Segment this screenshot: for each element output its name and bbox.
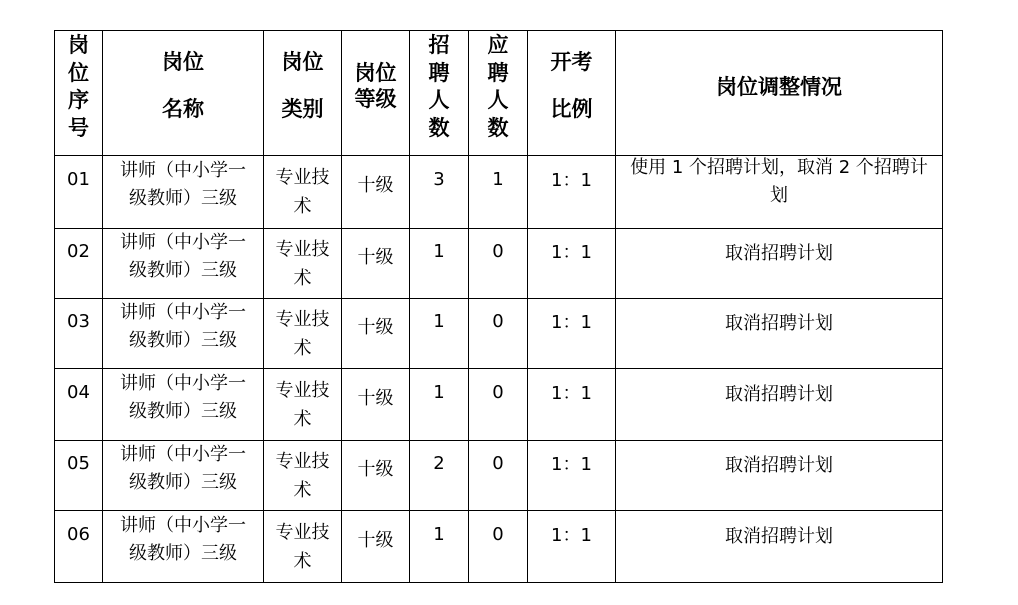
position-number-cell bbox=[55, 299, 103, 369]
position-level: 十级 bbox=[357, 175, 394, 196]
position-level-cell bbox=[342, 299, 410, 369]
header-position-level-label: 岗位等级 bbox=[354, 61, 397, 111]
header-applicant-count-label: 应聘人数 bbox=[487, 33, 509, 140]
recruit-count: 1 bbox=[433, 523, 445, 545]
header-exam-ratio-label: 开考比例 bbox=[550, 50, 593, 121]
position-name-cell bbox=[103, 229, 264, 299]
table-row bbox=[55, 229, 943, 299]
position-number-cell bbox=[55, 441, 103, 511]
applicant-count: 0 bbox=[492, 240, 504, 262]
position-name: 讲师（中小学一级教师）三级 bbox=[120, 160, 246, 209]
header-position-category bbox=[264, 31, 342, 156]
position-name: 讲师（中小学一级教师）三级 bbox=[120, 443, 246, 493]
position-number-cell bbox=[55, 511, 103, 583]
adjustment-cell bbox=[616, 299, 943, 369]
applicant-count: 0 bbox=[492, 523, 504, 545]
position-number-cell bbox=[55, 156, 103, 229]
recruit-count-cell bbox=[410, 369, 469, 441]
position-category-cell bbox=[264, 156, 342, 229]
position-level: 十级 bbox=[357, 316, 394, 338]
position-level: 十级 bbox=[357, 529, 394, 551]
applicant-count-cell bbox=[469, 229, 528, 299]
adjustment-cell bbox=[616, 229, 943, 299]
header-row bbox=[55, 31, 943, 156]
position-name: 讲师（中小学一级教师）三级 bbox=[120, 372, 246, 422]
table-row bbox=[55, 369, 943, 441]
position-name: 讲师（中小学一级教师）三级 bbox=[120, 514, 246, 564]
exam-ratio: 1：1 bbox=[551, 453, 592, 475]
header-position-number-label: 岗位序号 bbox=[68, 33, 89, 140]
adjustment-cell bbox=[616, 441, 943, 511]
table-row bbox=[55, 156, 943, 229]
recruit-count: 2 bbox=[433, 452, 445, 474]
position-name-cell bbox=[103, 299, 264, 369]
adjustment-cell bbox=[616, 511, 943, 583]
applicant-count: 1 bbox=[492, 169, 504, 190]
position-level: 十级 bbox=[357, 458, 394, 480]
header-recruit-count bbox=[410, 31, 469, 156]
position-name-cell bbox=[103, 156, 264, 229]
position-level-cell bbox=[342, 369, 410, 441]
header-position-level bbox=[342, 31, 410, 156]
recruit-count: 1 bbox=[433, 381, 445, 403]
position-category-cell bbox=[264, 369, 342, 441]
table-row bbox=[55, 511, 943, 583]
exam-ratio-cell bbox=[528, 511, 616, 583]
position-number-cell bbox=[55, 369, 103, 441]
position-category: 专业技术 bbox=[275, 521, 330, 572]
position-level: 十级 bbox=[357, 387, 394, 409]
exam-ratio-cell bbox=[528, 299, 616, 369]
position-category: 专业技术 bbox=[275, 238, 330, 289]
exam-ratio-cell bbox=[528, 229, 616, 299]
applicant-count: 0 bbox=[492, 381, 504, 403]
header-recruit-count-label: 招聘人数 bbox=[428, 33, 450, 140]
position-number: 04 bbox=[67, 381, 90, 403]
position-category: 专业技术 bbox=[275, 379, 330, 430]
position-name: 讲师（中小学一级教师）三级 bbox=[120, 301, 246, 351]
recruit-count-cell bbox=[410, 441, 469, 511]
exam-ratio: 1：1 bbox=[551, 311, 592, 333]
adjustment-cell bbox=[616, 369, 943, 441]
table-row bbox=[55, 441, 943, 511]
recruit-count: 1 bbox=[433, 240, 445, 262]
position-category-cell bbox=[264, 229, 342, 299]
position-category-cell bbox=[264, 441, 342, 511]
position-number: 06 bbox=[67, 523, 90, 545]
position-number-cell bbox=[55, 229, 103, 299]
position-number: 02 bbox=[67, 240, 90, 262]
position-number: 03 bbox=[67, 310, 90, 332]
table-row bbox=[55, 299, 943, 369]
applicant-count-cell bbox=[469, 299, 528, 369]
applicant-count-cell bbox=[469, 369, 528, 441]
position-level-cell bbox=[342, 156, 410, 229]
position-name-cell bbox=[103, 441, 264, 511]
adjustment-text: 取消招聘计划 bbox=[725, 525, 833, 547]
recruit-count: 1 bbox=[433, 310, 445, 332]
header-adjustment-label: 岗位调整情况 bbox=[716, 75, 842, 99]
adjustment-text: 取消招聘计划 bbox=[725, 454, 833, 476]
adjustment-cell bbox=[616, 156, 943, 229]
adjustment-text: 取消招聘计划 bbox=[725, 383, 833, 405]
position-level-cell bbox=[342, 229, 410, 299]
position-category-cell bbox=[264, 511, 342, 583]
header-adjustment bbox=[616, 31, 943, 156]
recruit-count-cell bbox=[410, 299, 469, 369]
position-name-cell bbox=[103, 369, 264, 441]
position-category-cell bbox=[264, 299, 342, 369]
position-number: 05 bbox=[67, 452, 90, 474]
header-position-category-label: 岗位类别 bbox=[281, 50, 324, 121]
applicant-count-cell bbox=[469, 441, 528, 511]
recruit-count-cell bbox=[410, 511, 469, 583]
applicant-count-cell bbox=[469, 511, 528, 583]
position-adjustment-table bbox=[54, 30, 943, 583]
applicant-count: 0 bbox=[492, 452, 504, 474]
position-category: 专业技术 bbox=[275, 450, 330, 501]
position-level-cell bbox=[342, 511, 410, 583]
header-exam-ratio bbox=[528, 31, 616, 156]
position-name-cell bbox=[103, 511, 264, 583]
position-category: 专业技术 bbox=[275, 167, 330, 217]
recruit-count: 3 bbox=[433, 169, 445, 190]
exam-ratio-cell bbox=[528, 156, 616, 229]
header-position-name-label: 岗位名称 bbox=[162, 50, 204, 121]
adjustment-text: 取消招聘计划 bbox=[725, 242, 833, 264]
position-level-cell bbox=[342, 441, 410, 511]
recruit-count-cell bbox=[410, 156, 469, 229]
exam-ratio: 1：1 bbox=[551, 524, 592, 546]
adjustment-text: 使用 1 个招聘计划，取消 2 个招聘计划 bbox=[630, 157, 928, 206]
adjustment-text: 取消招聘计划 bbox=[725, 312, 833, 334]
position-name: 讲师（中小学一级教师）三级 bbox=[120, 231, 246, 281]
header-position-number bbox=[55, 31, 103, 156]
exam-ratio: 1：1 bbox=[551, 241, 592, 263]
exam-ratio-cell bbox=[528, 441, 616, 511]
header-position-name bbox=[103, 31, 264, 156]
position-level: 十级 bbox=[357, 246, 394, 268]
applicant-count-cell bbox=[469, 156, 528, 229]
header-applicant-count bbox=[469, 31, 528, 156]
position-category: 专业技术 bbox=[275, 308, 330, 359]
applicant-count: 0 bbox=[492, 310, 504, 332]
exam-ratio: 1：1 bbox=[551, 170, 592, 191]
recruit-count-cell bbox=[410, 229, 469, 299]
exam-ratio: 1：1 bbox=[551, 382, 592, 404]
exam-ratio-cell bbox=[528, 369, 616, 441]
position-number: 01 bbox=[67, 169, 90, 190]
